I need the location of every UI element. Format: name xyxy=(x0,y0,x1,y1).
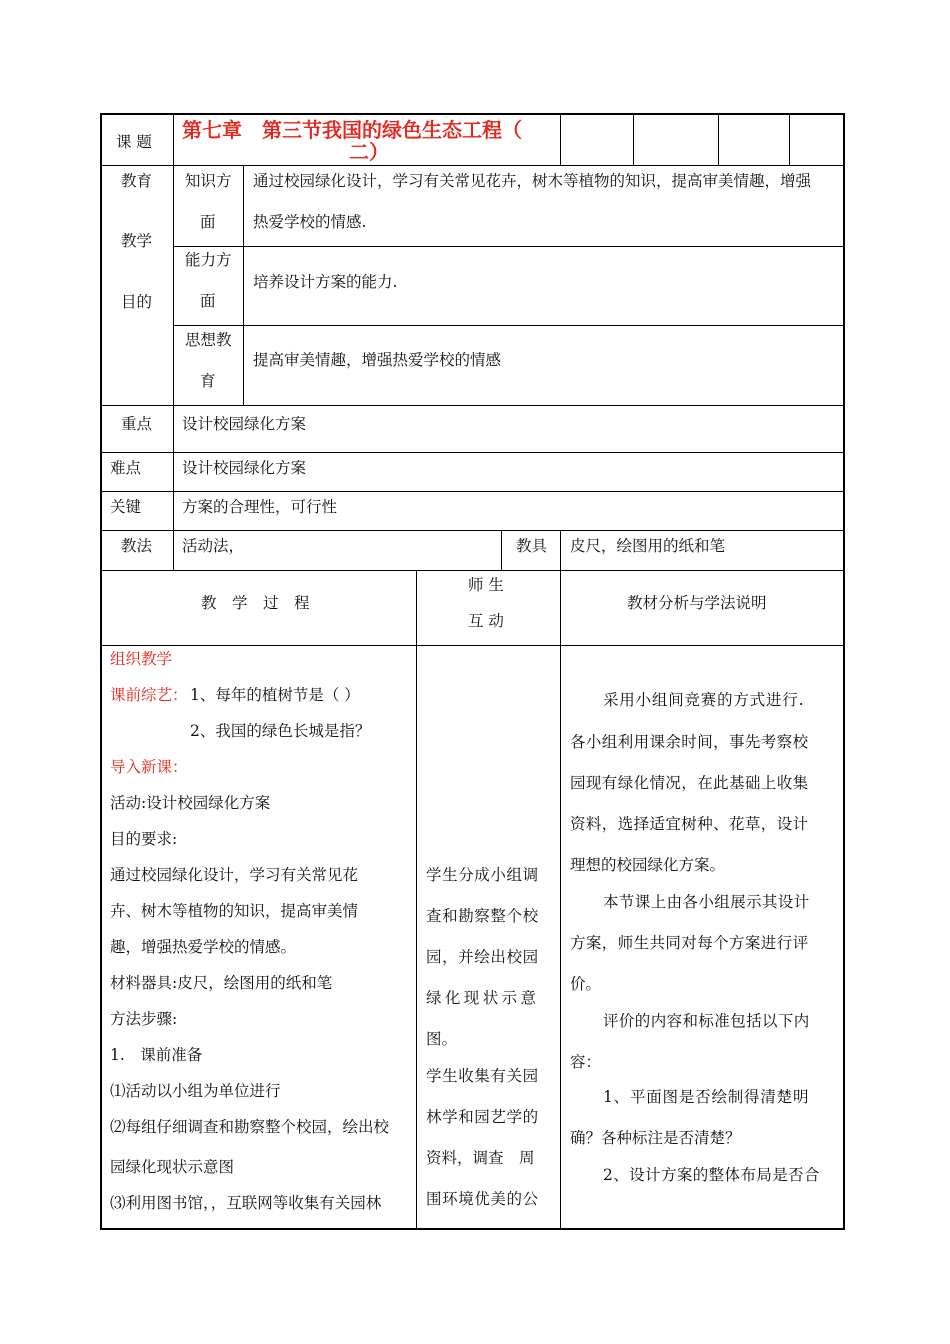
vrule-title-3 xyxy=(718,114,719,165)
vrule-title-1 xyxy=(560,114,561,165)
interaction-line: 学生收集有关园 xyxy=(426,1067,539,1085)
ability-content: 培养设计方案的能力. xyxy=(253,273,398,291)
knowledge-content-2: 热爱学校的情感. xyxy=(253,213,367,231)
objectives-label-1: 教育 xyxy=(121,172,153,190)
goal-line-2: 卉、树木等植物的知识，提高审美情 xyxy=(110,902,359,920)
lesson-title: 第七章 第三节我国的绿色生态工程（ xyxy=(182,118,522,142)
lesson-title-cont: 二） xyxy=(349,140,389,164)
analysis-header: 教材分析与学法说明 xyxy=(627,594,767,612)
rule-objectives xyxy=(101,405,844,406)
tools-value: 皮尺，绘图用的纸和笔 xyxy=(570,537,726,555)
question-2: 2、我国的绿色长城是指？ xyxy=(190,722,371,740)
goal-line-1: 通过校园绿化设计，学习有关常见花 xyxy=(110,866,359,884)
analysis-line: 容： xyxy=(570,1053,602,1071)
difficulty-value: 设计校园绿化方案 xyxy=(182,459,307,477)
materials-line: 材料器具:皮尺，绘图用的纸和笔 xyxy=(110,974,333,992)
vrule-method-2 xyxy=(560,531,561,570)
intro-heading: 导入新课： xyxy=(110,758,188,776)
step-1: 1. 课前准备 xyxy=(110,1046,203,1064)
step-1c: ⑶利用图书馆，，互联网等收集有关园林 xyxy=(110,1194,382,1212)
activity-title: 活动:设计校园绿化方案 xyxy=(110,794,271,812)
step-1a: ⑴活动以小组为单位进行 xyxy=(110,1082,281,1100)
interaction-line: 学生分成小组调 xyxy=(426,866,539,884)
interaction-line: 资料，调查 周 xyxy=(426,1149,535,1167)
knowledge-content-1: 通过校园绿化设计，学习有关常见花卉，树木等植物的知识，提高审美情趣，增强 xyxy=(253,172,812,190)
crux-label: 关键 xyxy=(110,498,142,516)
analysis-line: 1、平面图是否绘制得清楚明 xyxy=(603,1088,810,1106)
objectives-label-3: 目的 xyxy=(121,293,153,311)
step-1b-1: ⑵每组仔细调查和勘察整个校园，绘出校 xyxy=(110,1118,390,1136)
rule-key xyxy=(101,452,844,453)
analysis-line: 各小组利用课余时间，事先考察校 xyxy=(570,733,809,751)
pre-class-label: 课前综艺： xyxy=(110,686,188,704)
method-label: 教法 xyxy=(121,537,153,555)
interaction-line: 图。 xyxy=(426,1030,458,1048)
ideology-label-1: 思想教 xyxy=(185,331,232,349)
rule-knowledge xyxy=(173,246,844,247)
analysis-line: 方案，师生共同对每个方案进行评 xyxy=(570,934,809,952)
objectives-label-2: 教学 xyxy=(121,232,153,250)
vrule-title-4 xyxy=(789,114,790,165)
analysis-line: 2、设计方案的整体布局是否合 xyxy=(603,1166,820,1184)
interaction-header-1: 师 生 xyxy=(468,576,504,594)
interaction-header-2: 互 动 xyxy=(468,612,504,630)
vrule-col-1 xyxy=(416,571,417,1229)
vrule-sublabel xyxy=(243,166,244,405)
vrule-method-1 xyxy=(501,531,502,570)
steps-label: 方法步骤: xyxy=(110,1010,178,1028)
ideology-label-2: 育 xyxy=(200,372,216,390)
interaction-line: 林学和园艺学的 xyxy=(426,1108,539,1126)
ideology-content: 提高审美情趣，增强热爱学校的情感 xyxy=(253,351,502,369)
organize-heading: 组织教学 xyxy=(110,650,173,668)
vrule-col-2 xyxy=(560,571,561,1229)
crux-value: 方案的合理性，可行性 xyxy=(182,498,338,516)
analysis-line: 采用小组间竞赛的方式进行. xyxy=(603,691,805,709)
process-header: 教 学 过 程 xyxy=(201,594,310,612)
tools-label: 教具 xyxy=(516,537,548,555)
rule-header xyxy=(101,165,844,166)
interaction-line: 园，并绘出校园 xyxy=(426,948,539,966)
interaction-line: 围环境优美的公 xyxy=(426,1190,539,1208)
ability-label-1: 能力方 xyxy=(185,251,232,269)
rule-crux xyxy=(101,530,844,531)
interaction-line: 查和勘察整个校 xyxy=(426,907,539,925)
knowledge-label-1: 知识方 xyxy=(185,172,232,190)
goal-label: 目的要求: xyxy=(110,830,178,848)
rule-ability xyxy=(173,325,844,326)
analysis-line: 确？各种标注是否清楚？ xyxy=(570,1129,741,1147)
analysis-line: 理想的校园绿化方案。 xyxy=(570,856,726,874)
goal-line-3: 趣，增强热爱学校的情感。 xyxy=(110,938,297,956)
rule-method xyxy=(101,570,844,571)
analysis-line: 评价的内容和标准包括以下内 xyxy=(603,1012,810,1030)
lesson-plan-table xyxy=(100,113,845,1230)
key-point-value: 设计校园绿化方案 xyxy=(182,415,307,433)
subject-label: 课 题 xyxy=(116,133,152,151)
method-value: 活动法， xyxy=(182,537,245,555)
analysis-line: 本节课上由各小组展示其设计 xyxy=(603,893,810,911)
ability-label-2: 面 xyxy=(200,292,216,310)
rule-columns xyxy=(101,645,844,646)
difficulty-label: 难点 xyxy=(110,459,142,477)
vrule-label xyxy=(173,114,174,570)
analysis-line: 价。 xyxy=(570,975,602,993)
rule-difficulty xyxy=(101,491,844,492)
knowledge-label-2: 面 xyxy=(200,213,216,231)
interaction-line: 绿化现状示意 xyxy=(426,989,540,1007)
question-1: 1、每年的植树节是（ ） xyxy=(190,686,360,704)
analysis-line: 园现有绿化情况，在此基础上收集 xyxy=(570,774,809,792)
step-1b-2: 园绿化现状示意图 xyxy=(110,1158,235,1176)
vrule-title-2 xyxy=(633,114,634,165)
key-point-label: 重点 xyxy=(121,415,153,433)
analysis-line: 资料，选择适宜树种、花草，设计 xyxy=(570,815,809,833)
